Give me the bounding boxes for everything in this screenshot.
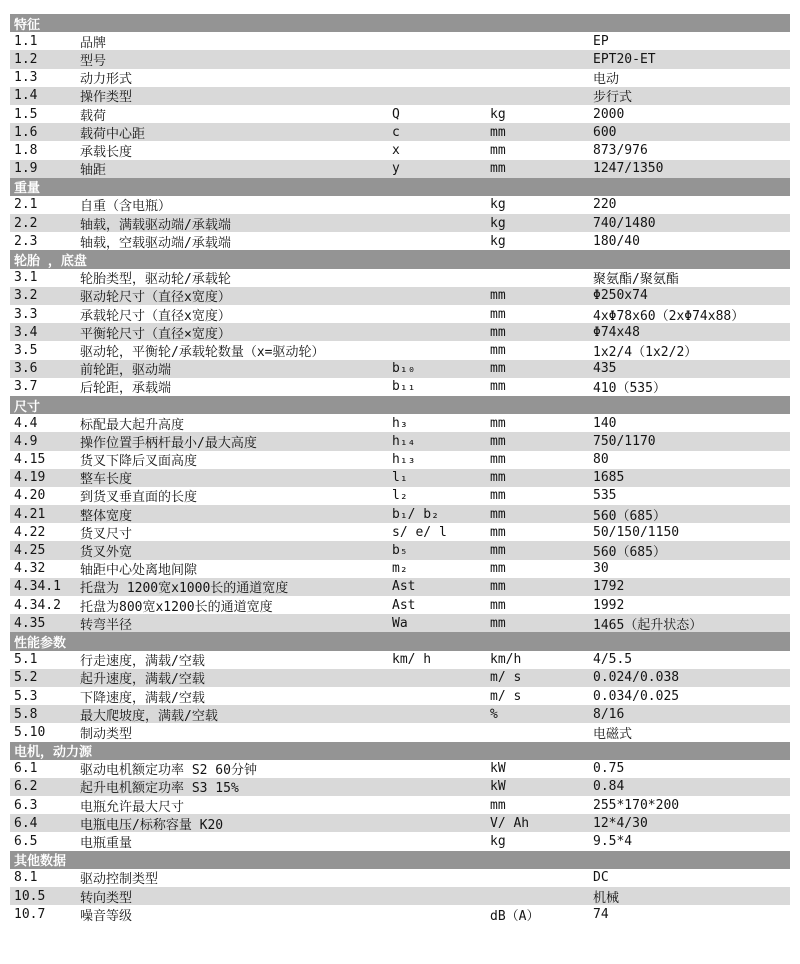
row-description: 载荷 — [80, 108, 107, 124]
row-symbol: Wa — [392, 615, 408, 631]
table-row — [10, 523, 790, 541]
row-value: 9.5*4 — [593, 834, 633, 850]
row-value: 560（685） — [593, 508, 666, 524]
row-unit: mm — [490, 506, 506, 522]
table-row — [10, 596, 790, 614]
table-row — [10, 323, 790, 341]
row-symbol: h₃ — [392, 415, 408, 431]
row-description: 到货叉垂直面的长度 — [80, 490, 198, 506]
row-description: 轴载，空载驱动端/承载端 — [80, 235, 231, 251]
table-row — [10, 651, 790, 669]
section-header: 其他数据 — [10, 851, 790, 869]
row-description: 电瓶重量 — [80, 836, 133, 851]
row-value: 电磁式 — [593, 726, 633, 742]
row-index: 3.1 — [14, 270, 38, 286]
row-index: 1.2 — [14, 51, 38, 67]
row-index: 4.19 — [14, 470, 46, 486]
row-unit: mm — [490, 615, 506, 631]
row-value: EP — [593, 33, 609, 49]
table-row — [10, 705, 790, 723]
table-row — [10, 451, 790, 469]
row-value: EPT20-ET — [593, 51, 656, 67]
table-row — [10, 105, 790, 123]
row-index: 6.1 — [14, 761, 38, 777]
row-unit: km/h — [490, 652, 522, 668]
row-value: Φ74x48 — [593, 324, 640, 340]
row-description: 托盘为800宽x1200长的通道宽度 — [80, 599, 273, 615]
row-unit: mm — [490, 361, 506, 377]
section-header: 特征 — [10, 14, 790, 32]
row-index: 3.4 — [14, 324, 38, 340]
row-unit: mm — [490, 161, 506, 177]
row-unit: m/ s — [490, 688, 522, 704]
row-description: 轮胎类型，驱动轮/承载轮 — [80, 272, 231, 287]
row-value: 12*4/30 — [593, 815, 648, 831]
row-index: 4.20 — [14, 488, 46, 504]
table-row — [10, 832, 790, 850]
row-index: 4.4 — [14, 415, 38, 431]
row-symbol: c — [392, 124, 400, 140]
row-symbol: Ast — [392, 597, 416, 613]
row-index: 5.3 — [14, 688, 38, 704]
row-unit: kg — [490, 215, 506, 231]
row-symbol: b₁₀ — [392, 361, 416, 377]
table-row — [10, 905, 790, 923]
row-description: 货叉外宽 — [80, 545, 133, 560]
row-index: 3.7 — [14, 379, 38, 395]
table-row — [10, 414, 790, 432]
row-description: 驱动电机额定功率 S2 60分钟 — [80, 763, 257, 778]
row-index: 4.34.2 — [14, 597, 61, 613]
row-symbol: h₁₄ — [392, 433, 416, 449]
row-description: 后轮距，承载端 — [80, 381, 172, 396]
table-row — [10, 541, 790, 559]
row-index: 2.2 — [14, 215, 38, 231]
row-index: 4.32 — [14, 561, 46, 577]
row-index: 10.5 — [14, 888, 46, 904]
table-row — [10, 160, 790, 178]
row-value: 600 — [593, 124, 617, 140]
section-header: 重量 — [10, 178, 790, 196]
row-description: 操作类型 — [80, 90, 133, 105]
table-row — [10, 469, 790, 487]
row-description: 标配最大起升高度 — [80, 417, 185, 433]
row-value: 1247/1350 — [593, 161, 664, 177]
table-row — [10, 814, 790, 832]
row-value: 873/976 — [593, 142, 648, 158]
row-index: 1.8 — [14, 142, 38, 158]
row-description: 承载长度 — [80, 144, 133, 160]
row-description: 平衡轮尺寸（直径×宽度） — [80, 326, 231, 342]
table-row — [10, 432, 790, 450]
row-index: 3.6 — [14, 361, 38, 377]
row-value: 1992 — [593, 597, 625, 613]
row-index: 5.2 — [14, 670, 38, 686]
table-row — [10, 232, 790, 250]
row-symbol: y — [392, 161, 400, 177]
row-value: 1465（起升状态） — [593, 617, 703, 633]
spec-table — [10, 14, 790, 923]
row-unit: mm — [490, 543, 506, 559]
row-symbol: b₅ — [392, 543, 408, 559]
row-description: 转弯半径 — [80, 617, 133, 633]
table-row — [10, 269, 790, 287]
table-row — [10, 287, 790, 305]
row-description: 整车长度 — [80, 472, 133, 487]
row-unit: mm — [490, 452, 506, 468]
row-description: 品牌 — [80, 35, 107, 51]
row-index: 5.8 — [14, 706, 38, 722]
row-symbol: km/ h — [392, 652, 432, 668]
row-unit: mm — [490, 470, 506, 486]
row-value: 255*170*200 — [593, 797, 680, 813]
row-index: 6.5 — [14, 834, 38, 850]
row-value: 步行式 — [593, 90, 633, 105]
table-row — [10, 341, 790, 359]
row-index: 4.25 — [14, 543, 46, 559]
row-value: 220 — [593, 197, 617, 213]
row-description: 承载轮尺寸（直径x宽度） — [80, 308, 231, 324]
row-value: 4xΦ78x60（2xΦ74x88） — [593, 308, 745, 324]
row-index: 4.34.1 — [14, 579, 61, 595]
row-index: 6.3 — [14, 797, 38, 813]
row-index: 1.3 — [14, 70, 38, 86]
row-index: 6.2 — [14, 779, 38, 795]
row-description: 起升速度，满载/空载 — [80, 672, 205, 687]
row-unit: mm — [490, 415, 506, 431]
row-value: 535 — [593, 488, 617, 504]
row-unit: kg — [490, 834, 506, 850]
row-index: 1.9 — [14, 161, 38, 177]
table-row — [10, 687, 790, 705]
row-unit: m/ s — [490, 670, 522, 686]
row-value: 1685 — [593, 470, 625, 486]
table-row — [10, 196, 790, 214]
row-value: 聚氨酯/聚氨酯 — [593, 272, 679, 287]
table-row — [10, 69, 790, 87]
table-row — [10, 505, 790, 523]
row-symbol: h₁₃ — [392, 452, 416, 468]
table-row — [10, 123, 790, 141]
section-header: 轮胎 ，底盘 — [10, 250, 790, 268]
row-index: 3.3 — [14, 306, 38, 322]
row-description: 下降速度，满载/空载 — [80, 690, 205, 706]
row-description: 驱动控制类型 — [80, 872, 159, 887]
row-index: 6.4 — [14, 815, 38, 831]
row-symbol: Q — [392, 106, 400, 122]
row-index: 5.10 — [14, 724, 46, 740]
row-index: 3.2 — [14, 288, 38, 304]
row-index: 4.15 — [14, 452, 46, 468]
table-row — [10, 887, 790, 905]
row-index: 2.1 — [14, 197, 38, 213]
row-value: 560（685） — [593, 545, 666, 560]
row-unit: mm — [490, 124, 506, 140]
row-index: 8.1 — [14, 870, 38, 886]
row-unit: mm — [490, 324, 506, 340]
table-row — [10, 560, 790, 578]
row-value: 50/150/1150 — [593, 524, 680, 540]
row-value: 0.75 — [593, 761, 625, 777]
table-row — [10, 723, 790, 741]
table-row — [10, 141, 790, 159]
row-unit: mm — [490, 288, 506, 304]
row-value: Φ250x74 — [593, 288, 648, 304]
row-value: 435 — [593, 361, 617, 377]
row-description: 型号 — [80, 53, 107, 69]
section-header: 电机，动力源 — [10, 742, 790, 760]
row-value: 0.84 — [593, 779, 625, 795]
row-symbol: b₁₁ — [392, 379, 416, 395]
row-value: 1792 — [593, 579, 625, 595]
row-index: 2.3 — [14, 233, 38, 249]
row-value: 电动 — [593, 72, 620, 87]
row-value: 机械 — [593, 890, 620, 906]
row-description: 行走速度，满载/空载 — [80, 654, 205, 669]
row-description: 自重（含电瓶） — [80, 199, 172, 215]
table-row — [10, 32, 790, 50]
row-value: 30 — [593, 561, 609, 577]
row-index: 4.21 — [14, 506, 46, 522]
row-unit: mm — [490, 306, 506, 322]
row-symbol: l₂ — [392, 488, 408, 504]
row-index: 4.9 — [14, 433, 38, 449]
row-unit: dB（A） — [490, 908, 540, 924]
row-value: 750/1170 — [593, 433, 656, 449]
row-unit: mm — [490, 342, 506, 358]
table-row — [10, 50, 790, 68]
table-row — [10, 305, 790, 323]
row-description: 电瓶允许最大尺寸 — [80, 799, 185, 815]
row-symbol: x — [392, 142, 400, 158]
row-description: 制动类型 — [80, 726, 133, 742]
row-value: DC — [593, 870, 609, 886]
row-unit: mm — [490, 597, 506, 613]
row-value: 0.034/0.025 — [593, 688, 680, 704]
row-description: 货叉尺寸 — [80, 526, 133, 542]
row-description: 动力形式 — [80, 72, 133, 87]
row-unit: V/ Ah — [490, 815, 530, 831]
row-description: 货叉下降后叉面高度 — [80, 454, 198, 469]
row-value: 0.024/0.038 — [593, 670, 680, 686]
row-unit: mm — [490, 488, 506, 504]
row-symbol: b₁/ b₂ — [392, 506, 439, 522]
row-description: 操作位置手柄杆最小/最大高度 — [80, 435, 257, 451]
row-description: 噪音等级 — [80, 908, 133, 924]
table-row — [10, 869, 790, 887]
row-description: 载荷中心距 — [80, 126, 146, 142]
row-index: 10.7 — [14, 906, 46, 922]
row-description: 整体宽度 — [80, 508, 133, 524]
row-unit: mm — [490, 579, 506, 595]
row-index: 1.5 — [14, 106, 38, 122]
row-unit: kW — [490, 761, 506, 777]
table-row — [10, 487, 790, 505]
row-value: 140 — [593, 415, 617, 431]
row-index: 3.5 — [14, 342, 38, 358]
row-description: 最大爬坡度，满载/空载 — [80, 708, 218, 724]
table-row — [10, 614, 790, 632]
table-row — [10, 669, 790, 687]
row-unit: mm — [490, 561, 506, 577]
row-unit: mm — [490, 524, 506, 540]
row-symbol: Ast — [392, 579, 416, 595]
row-unit: mm — [490, 142, 506, 158]
row-unit: kg — [490, 197, 506, 213]
row-description: 转向类型 — [80, 890, 133, 906]
row-unit: mm — [490, 433, 506, 449]
section-header: 尺寸 — [10, 396, 790, 414]
table-row — [10, 796, 790, 814]
row-description: 轴距中心处离地间隙 — [80, 563, 198, 578]
row-value: 410（535） — [593, 381, 666, 396]
row-unit: kW — [490, 779, 506, 795]
row-unit: mm — [490, 379, 506, 395]
row-description: 轴距 — [80, 163, 107, 178]
row-value: 74 — [593, 906, 609, 922]
row-symbol: m₂ — [392, 561, 408, 577]
row-index: 4.22 — [14, 524, 46, 540]
row-index: 5.1 — [14, 652, 38, 668]
row-description: 轴载，满载驱动端/承载端 — [80, 217, 231, 233]
row-value: 740/1480 — [593, 215, 656, 231]
row-value: 80 — [593, 452, 609, 468]
row-unit: kg — [490, 233, 506, 249]
row-index: 4.35 — [14, 615, 46, 631]
row-description: 驱动轮，平衡轮/承载轮数量（x=驱动轮） — [80, 344, 325, 360]
row-symbol: s/ e/ l — [392, 524, 447, 540]
table-row — [10, 360, 790, 378]
row-description: 前轮距，驱动端 — [80, 363, 172, 378]
table-row — [10, 214, 790, 232]
row-value: 1x2/4（1x2/2） — [593, 344, 698, 360]
row-index: 1.4 — [14, 88, 38, 104]
row-index: 1.6 — [14, 124, 38, 140]
row-symbol: l₁ — [392, 470, 408, 486]
table-row — [10, 778, 790, 796]
row-unit: % — [490, 706, 498, 722]
row-unit: mm — [490, 797, 506, 813]
row-value: 4/5.5 — [593, 652, 633, 668]
row-value: 2000 — [593, 106, 625, 122]
section-header: 性能参数 — [10, 632, 790, 650]
row-value: 180/40 — [593, 233, 640, 249]
table-row — [10, 760, 790, 778]
row-description: 电瓶电压/标称容量 K20 — [80, 817, 224, 833]
row-description: 驱动轮尺寸（直径x宽度） — [80, 290, 231, 305]
table-row — [10, 378, 790, 396]
row-index: 1.1 — [14, 33, 38, 49]
row-description: 起升电机额定功率 S3 15% — [80, 781, 239, 797]
table-row — [10, 87, 790, 105]
row-description: 托盘为 1200宽x1000长的通道宽度 — [80, 581, 289, 596]
table-row — [10, 578, 790, 596]
row-unit: kg — [490, 106, 506, 122]
row-value: 8/16 — [593, 706, 625, 722]
